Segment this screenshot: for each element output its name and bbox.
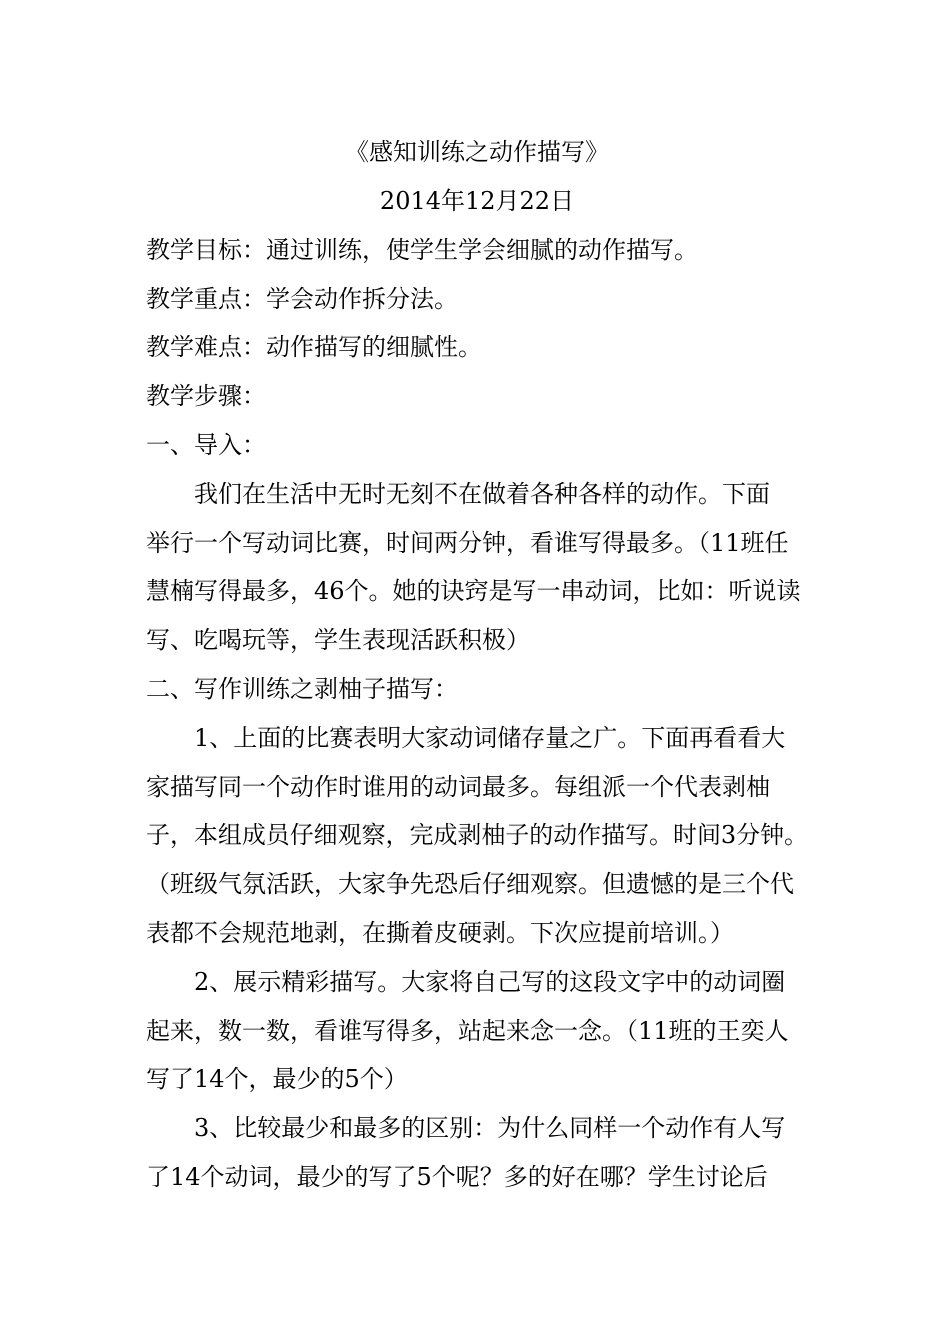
- section-1-heading: 一、导入：: [146, 430, 266, 459]
- item-2-line: 写了14个，最少的5个）: [146, 1065, 408, 1094]
- section-1-line: 我们在生活中无时无刻不在做着各种各样的动作。下面: [194, 479, 770, 508]
- teaching-steps-heading: 教学步骤：: [146, 382, 266, 411]
- section-1-line: 举行一个写动词比赛，时间两分钟，看谁写得最多。（11班任: [146, 528, 789, 557]
- teaching-difficulty: 教学难点：动作描写的细腻性。: [146, 333, 482, 362]
- item-1-line: （班级气氛活跃，大家争先恐后仔细观察。但遗憾的是三个代: [146, 870, 794, 899]
- item-2-line: 起来，数一数，看谁写得多，站起来念一念。（11班的王奕人: [146, 1016, 789, 1045]
- item-3-line: 了14个动词，最少的写了5个呢？多的好在哪？学生讨论后: [146, 1162, 768, 1191]
- item-1-line: 子，本组成员仔细观察，完成剥柚子的动作描写。时间3分钟。: [146, 821, 809, 850]
- teaching-key-point: 教学重点：学会动作拆分法。: [146, 284, 458, 313]
- item-3-line: 3、比较最少和最多的区别：为什么同样一个动作有人写: [194, 1114, 786, 1143]
- document-title: 《感知训练之动作描写》: [345, 138, 609, 166]
- item-1-line: 表都不会规范地剥，在撕着皮硬剥。下次应提前培训。）: [146, 918, 734, 947]
- item-1-line: 1、上面的比赛表明大家动词储存量之广。下面再看看大: [194, 723, 786, 752]
- section-2-heading: 二、写作训练之剥柚子描写：: [146, 674, 458, 703]
- document-date: 2014年12月22日: [379, 186, 575, 215]
- item-1-line: 家描写同一个动作时谁用的动词最多。每组派一个代表剥柚: [146, 772, 770, 801]
- section-1-line: 写、吃喝玩等，学生表现活跃积极）: [146, 626, 530, 655]
- item-2-line: 2、展示精彩描写。大家将自己写的这段文字中的动词圈: [194, 967, 786, 996]
- section-1-line: 慧楠写得最多，46个。她的诀窍是写一串动词，比如：听说读: [146, 577, 801, 606]
- teaching-objective: 教学目标：通过训练，使学生学会细腻的动作描写。: [146, 235, 698, 264]
- document-page: [146, 128, 808, 1202]
